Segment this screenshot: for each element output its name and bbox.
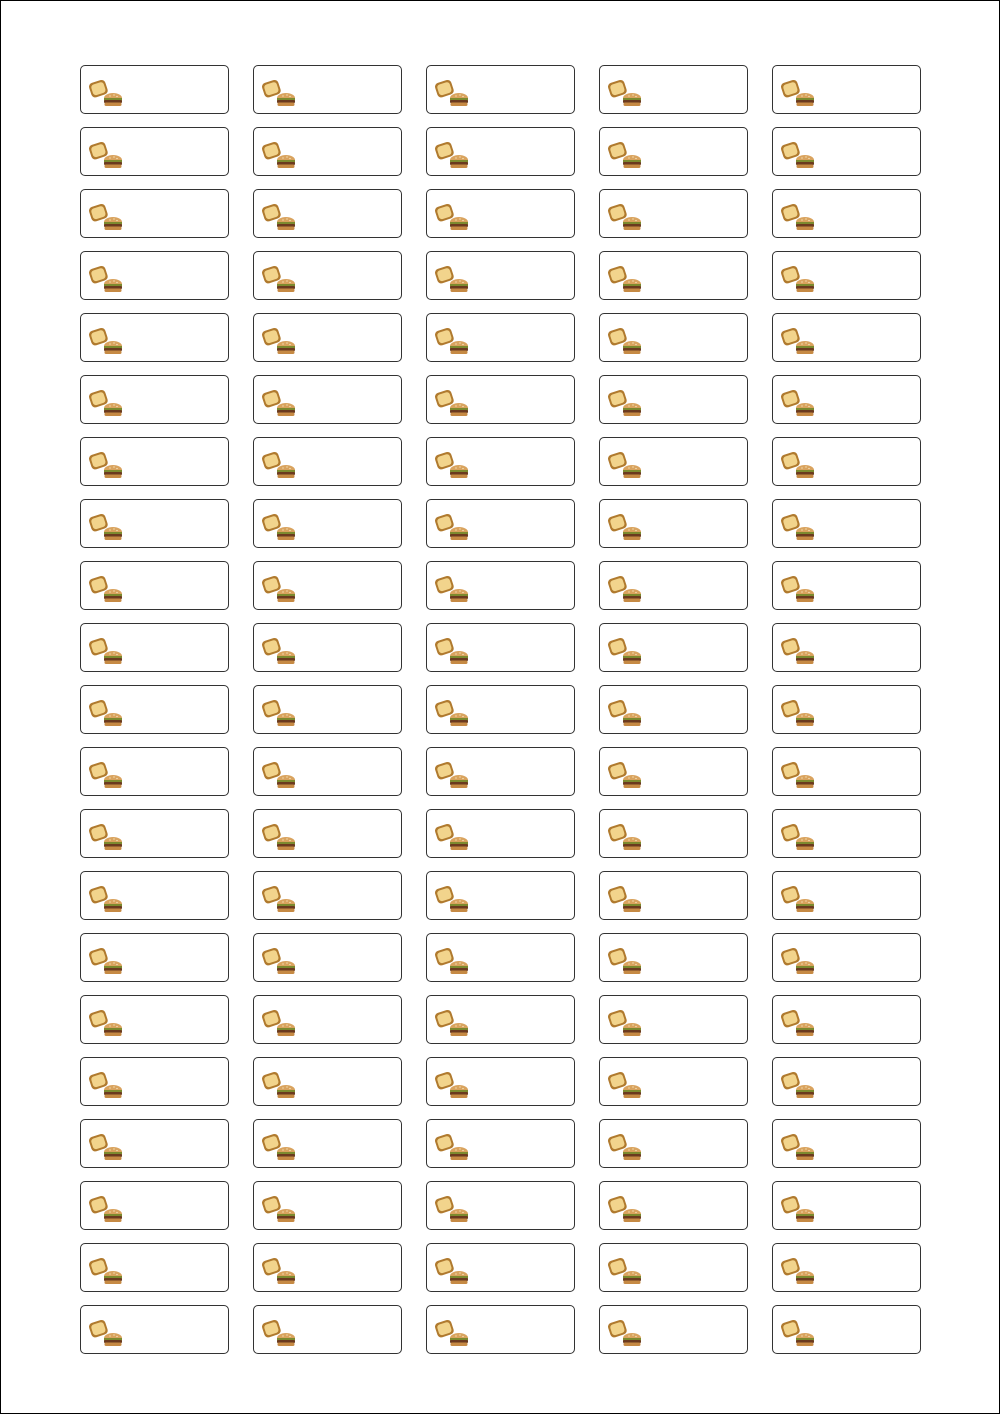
toast-and-burger-icon <box>779 822 819 852</box>
toast-and-burger-icon <box>433 698 473 728</box>
toast-and-burger-icon <box>87 1070 127 1100</box>
toast-and-burger-icon <box>87 1194 127 1224</box>
label-cell <box>253 1243 402 1292</box>
toast-and-burger-icon <box>779 574 819 604</box>
toast-and-burger-icon <box>606 450 646 480</box>
label-cell <box>80 437 229 486</box>
toast-and-burger-icon <box>87 450 127 480</box>
toast-and-burger-icon <box>606 1256 646 1286</box>
toast-and-burger-icon <box>433 636 473 666</box>
label-cell <box>599 499 748 548</box>
label-cell <box>772 1119 921 1168</box>
label-cell <box>599 189 748 238</box>
toast-and-burger-icon <box>779 450 819 480</box>
toast-and-burger-icon <box>606 264 646 294</box>
toast-and-burger-icon <box>433 264 473 294</box>
toast-and-burger-icon <box>87 946 127 976</box>
toast-and-burger-icon <box>606 1008 646 1038</box>
label-cell <box>599 561 748 610</box>
toast-and-burger-icon <box>779 264 819 294</box>
label-cell <box>426 375 575 424</box>
label-cell <box>253 499 402 548</box>
toast-and-burger-icon <box>433 450 473 480</box>
toast-and-burger-icon <box>779 1070 819 1100</box>
toast-and-burger-icon <box>260 1256 300 1286</box>
label-cell <box>772 313 921 362</box>
toast-and-burger-icon <box>779 636 819 666</box>
toast-and-burger-icon <box>606 1318 646 1348</box>
toast-and-burger-icon <box>260 884 300 914</box>
label-cell <box>80 1305 229 1354</box>
toast-and-burger-icon <box>260 946 300 976</box>
toast-and-burger-icon <box>779 512 819 542</box>
label-cell <box>426 809 575 858</box>
label-cell <box>599 313 748 362</box>
label-cell <box>80 809 229 858</box>
label-cell <box>772 127 921 176</box>
label-cell <box>599 809 748 858</box>
toast-and-burger-icon <box>87 264 127 294</box>
label-cell <box>253 561 402 610</box>
label-cell <box>253 375 402 424</box>
label-cell <box>80 1119 229 1168</box>
label-cell <box>253 127 402 176</box>
toast-and-burger-icon <box>779 78 819 108</box>
toast-and-burger-icon <box>433 1070 473 1100</box>
toast-and-burger-icon <box>260 388 300 418</box>
toast-and-burger-icon <box>433 140 473 170</box>
label-cell <box>80 561 229 610</box>
label-cell <box>426 933 575 982</box>
toast-and-burger-icon <box>260 1070 300 1100</box>
toast-and-burger-icon <box>606 946 646 976</box>
toast-and-burger-icon <box>260 264 300 294</box>
label-cell <box>80 313 229 362</box>
label-cell <box>426 871 575 920</box>
label-cell <box>253 933 402 982</box>
label-cell <box>772 747 921 796</box>
label-cell <box>426 251 575 300</box>
toast-and-burger-icon <box>606 78 646 108</box>
label-cell <box>426 747 575 796</box>
label-cell <box>772 1243 921 1292</box>
toast-and-burger-icon <box>260 450 300 480</box>
toast-and-burger-icon <box>779 326 819 356</box>
toast-and-burger-icon <box>433 884 473 914</box>
label-cell <box>80 127 229 176</box>
label-cell <box>426 1243 575 1292</box>
toast-and-burger-icon <box>433 1132 473 1162</box>
toast-and-burger-icon <box>433 822 473 852</box>
label-cell <box>426 127 575 176</box>
toast-and-burger-icon <box>606 202 646 232</box>
label-cell <box>253 1181 402 1230</box>
label-cell <box>599 375 748 424</box>
toast-and-burger-icon <box>606 884 646 914</box>
label-cell <box>426 313 575 362</box>
toast-and-burger-icon <box>260 1318 300 1348</box>
toast-and-burger-icon <box>779 1318 819 1348</box>
label-cell <box>253 747 402 796</box>
label-cell <box>80 1057 229 1106</box>
label-cell <box>426 561 575 610</box>
label-grid <box>80 65 921 1354</box>
toast-and-burger-icon <box>779 946 819 976</box>
toast-and-burger-icon <box>779 388 819 418</box>
toast-and-burger-icon <box>87 1132 127 1162</box>
toast-and-burger-icon <box>606 1194 646 1224</box>
toast-and-burger-icon <box>87 760 127 790</box>
toast-and-burger-icon <box>260 574 300 604</box>
label-cell <box>80 189 229 238</box>
label-cell <box>80 685 229 734</box>
toast-and-burger-icon <box>433 388 473 418</box>
toast-and-burger-icon <box>433 946 473 976</box>
toast-and-burger-icon <box>260 822 300 852</box>
label-cell <box>599 1057 748 1106</box>
label-cell <box>426 499 575 548</box>
toast-and-burger-icon <box>606 574 646 604</box>
label-cell <box>253 1057 402 1106</box>
label-cell <box>772 933 921 982</box>
toast-and-burger-icon <box>606 140 646 170</box>
toast-and-burger-icon <box>87 1008 127 1038</box>
label-cell <box>772 995 921 1044</box>
label-cell <box>426 623 575 672</box>
label-cell <box>426 189 575 238</box>
label-cell <box>599 65 748 114</box>
toast-and-burger-icon <box>87 698 127 728</box>
label-cell <box>772 437 921 486</box>
toast-and-burger-icon <box>606 698 646 728</box>
toast-and-burger-icon <box>433 760 473 790</box>
toast-and-burger-icon <box>87 1318 127 1348</box>
label-cell <box>253 809 402 858</box>
toast-and-burger-icon <box>606 512 646 542</box>
label-cell <box>772 1305 921 1354</box>
label-cell <box>772 561 921 610</box>
label-cell <box>426 995 575 1044</box>
toast-and-burger-icon <box>433 574 473 604</box>
label-cell <box>253 623 402 672</box>
label-cell <box>253 313 402 362</box>
label-cell <box>80 251 229 300</box>
toast-and-burger-icon <box>606 1070 646 1100</box>
label-cell <box>599 871 748 920</box>
label-cell <box>772 685 921 734</box>
label-cell <box>80 747 229 796</box>
label-cell <box>253 1305 402 1354</box>
label-cell <box>772 1057 921 1106</box>
label-cell <box>599 437 748 486</box>
label-cell <box>80 375 229 424</box>
label-cell <box>599 995 748 1044</box>
toast-and-burger-icon <box>260 326 300 356</box>
toast-and-burger-icon <box>433 1318 473 1348</box>
label-cell <box>772 499 921 548</box>
toast-and-burger-icon <box>260 140 300 170</box>
label-cell <box>253 189 402 238</box>
label-cell <box>772 65 921 114</box>
toast-and-burger-icon <box>779 1256 819 1286</box>
label-cell <box>599 685 748 734</box>
toast-and-burger-icon <box>87 140 127 170</box>
toast-and-burger-icon <box>606 636 646 666</box>
label-cell <box>253 685 402 734</box>
label-cell <box>426 65 575 114</box>
toast-and-burger-icon <box>433 78 473 108</box>
toast-and-burger-icon <box>260 1008 300 1038</box>
toast-and-burger-icon <box>779 202 819 232</box>
toast-and-burger-icon <box>87 574 127 604</box>
label-cell <box>253 251 402 300</box>
toast-and-burger-icon <box>779 140 819 170</box>
label-cell <box>80 933 229 982</box>
label-cell <box>426 1057 575 1106</box>
label-cell <box>772 809 921 858</box>
label-cell <box>599 1119 748 1168</box>
label-cell <box>772 623 921 672</box>
label-cell <box>253 995 402 1044</box>
label-cell <box>599 1305 748 1354</box>
toast-and-burger-icon <box>779 1008 819 1038</box>
label-cell <box>772 189 921 238</box>
toast-and-burger-icon <box>433 326 473 356</box>
toast-and-burger-icon <box>87 388 127 418</box>
toast-and-burger-icon <box>87 78 127 108</box>
label-cell <box>253 1119 402 1168</box>
toast-and-burger-icon <box>433 1008 473 1038</box>
toast-and-burger-icon <box>260 78 300 108</box>
toast-and-burger-icon <box>779 1194 819 1224</box>
label-cell <box>772 375 921 424</box>
label-cell <box>599 1181 748 1230</box>
toast-and-burger-icon <box>260 698 300 728</box>
label-cell <box>772 1181 921 1230</box>
toast-and-burger-icon <box>779 698 819 728</box>
label-cell <box>426 437 575 486</box>
toast-and-burger-icon <box>606 326 646 356</box>
toast-and-burger-icon <box>260 512 300 542</box>
toast-and-burger-icon <box>606 822 646 852</box>
toast-and-burger-icon <box>779 760 819 790</box>
toast-and-burger-icon <box>260 1194 300 1224</box>
label-cell <box>80 1181 229 1230</box>
label-cell <box>599 251 748 300</box>
label-cell <box>253 871 402 920</box>
label-cell <box>80 623 229 672</box>
label-cell <box>426 685 575 734</box>
toast-and-burger-icon <box>87 202 127 232</box>
label-cell <box>426 1305 575 1354</box>
toast-and-burger-icon <box>260 760 300 790</box>
toast-and-burger-icon <box>87 822 127 852</box>
label-cell <box>599 127 748 176</box>
toast-and-burger-icon <box>87 326 127 356</box>
toast-and-burger-icon <box>606 760 646 790</box>
toast-and-burger-icon <box>87 512 127 542</box>
label-cell <box>426 1181 575 1230</box>
label-cell <box>772 871 921 920</box>
toast-and-burger-icon <box>260 636 300 666</box>
label-cell <box>599 747 748 796</box>
label-cell <box>599 623 748 672</box>
label-cell <box>80 995 229 1044</box>
toast-and-burger-icon <box>87 636 127 666</box>
label-cell <box>80 871 229 920</box>
toast-and-burger-icon <box>260 202 300 232</box>
toast-and-burger-icon <box>433 202 473 232</box>
toast-and-burger-icon <box>779 884 819 914</box>
label-cell <box>253 437 402 486</box>
toast-and-burger-icon <box>606 1132 646 1162</box>
toast-and-burger-icon <box>606 388 646 418</box>
label-cell <box>426 1119 575 1168</box>
toast-and-burger-icon <box>433 1194 473 1224</box>
toast-and-burger-icon <box>87 884 127 914</box>
label-cell <box>599 933 748 982</box>
label-cell <box>80 65 229 114</box>
label-cell <box>772 251 921 300</box>
toast-and-burger-icon <box>779 1132 819 1162</box>
label-cell <box>80 499 229 548</box>
label-cell <box>80 1243 229 1292</box>
toast-and-burger-icon <box>433 512 473 542</box>
toast-and-burger-icon <box>87 1256 127 1286</box>
toast-and-burger-icon <box>433 1256 473 1286</box>
toast-and-burger-icon <box>260 1132 300 1162</box>
label-cell <box>253 65 402 114</box>
label-cell <box>599 1243 748 1292</box>
